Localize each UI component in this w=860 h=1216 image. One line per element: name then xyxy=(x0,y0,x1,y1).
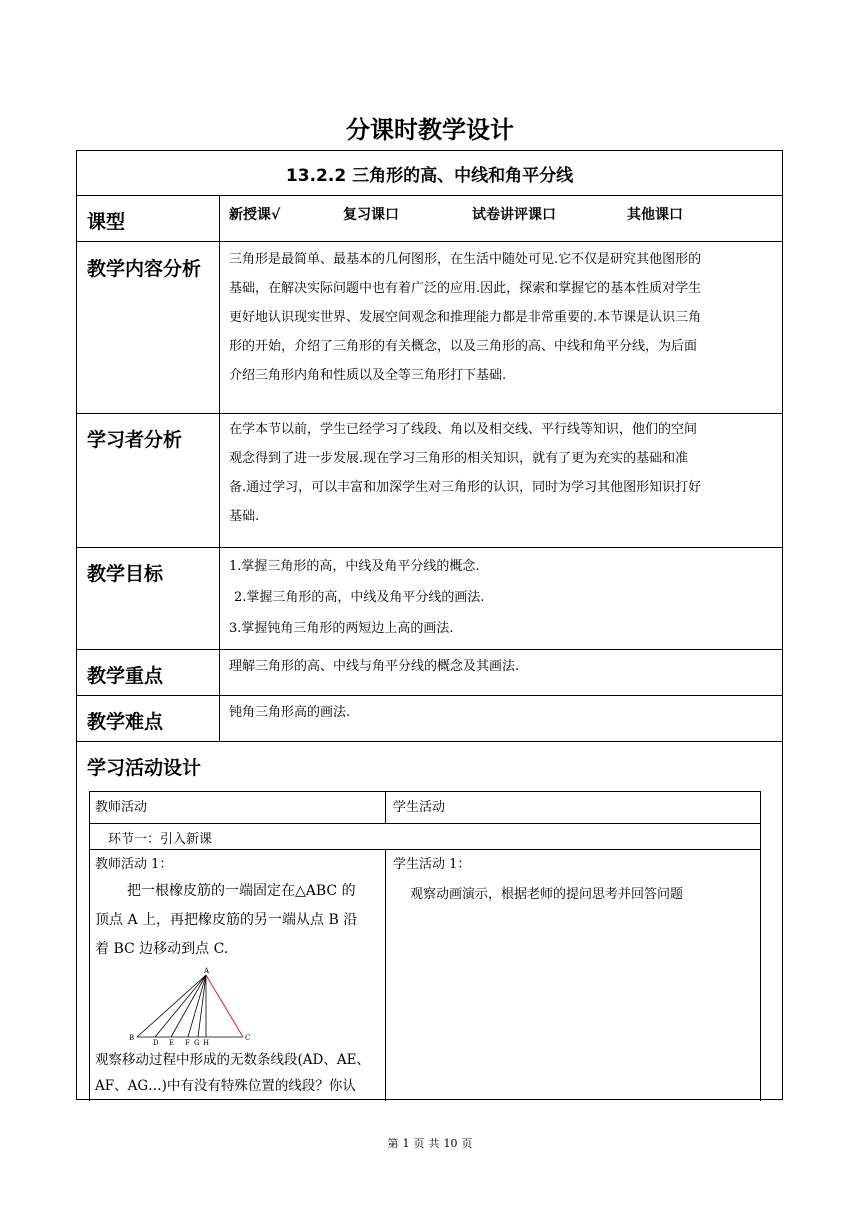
row-divider xyxy=(77,649,782,650)
point-g-label: G xyxy=(194,1039,200,1045)
goal-item: 3.掌握钝角三角形的两短边上高的画法. xyxy=(229,621,454,636)
content-analysis xyxy=(229,245,777,390)
row-divider xyxy=(77,241,782,242)
row-divider xyxy=(90,849,760,850)
content-line: 基础，在解决实际问题中也有着广泛的应用.因此，探索和掌握它的基本性质对学生 xyxy=(229,281,702,296)
point-h-label: H xyxy=(203,1039,210,1045)
footer-text: 第 xyxy=(387,1137,399,1150)
point-c-label: C xyxy=(245,1034,251,1042)
point-d-label: D xyxy=(153,1039,159,1045)
activity-label: 学习活动设计 xyxy=(87,757,202,779)
type-new: 新授课√ xyxy=(229,207,281,223)
teacher-line: 把一根橡皮筋的一端固定在△ABC 的 xyxy=(127,883,356,899)
footer-text: 页 xyxy=(413,1137,425,1150)
page-footer xyxy=(0,1135,860,1151)
current-page: 1 xyxy=(402,1137,410,1150)
row-divider xyxy=(90,791,760,792)
total-pages: 10 xyxy=(443,1137,458,1150)
learner-analysis xyxy=(229,415,777,531)
segment-ag xyxy=(198,975,206,1037)
learner-line: 观念得到了进一步发展.现在学习三角形的相关知识，就有了更为充实的基础和准 xyxy=(229,451,689,466)
difficulty-label: 教学难点 xyxy=(87,711,164,733)
column-divider xyxy=(219,195,220,741)
row-divider xyxy=(90,823,760,824)
learner-label: 学习者分析 xyxy=(87,429,183,451)
point-f-label: F xyxy=(185,1039,190,1045)
type-label: 课型 xyxy=(87,211,126,233)
goals-list xyxy=(229,551,777,644)
triangle-figure xyxy=(125,967,275,1045)
row-divider xyxy=(77,695,782,696)
teacher-activity-title: 教师活动 1： xyxy=(95,857,173,872)
learner-line: 基础. xyxy=(229,509,260,524)
type-review: 复习课口 xyxy=(343,207,399,223)
segment-af xyxy=(188,975,206,1037)
segment-ab xyxy=(137,975,206,1037)
learner-line: 备.通过学习，可以丰富和加深学生对三角形的认识，同时为学习其他图形知识打好 xyxy=(229,480,702,495)
content-label: 教学内容分析 xyxy=(87,258,202,280)
section-title: 环节一：引入新课 xyxy=(108,832,213,847)
point-b-label: B xyxy=(129,1034,135,1042)
segment-ac xyxy=(206,975,243,1037)
footer-text: 页 xyxy=(461,1137,473,1150)
type-exam: 试卷讲评课口 xyxy=(472,207,556,223)
column-divider xyxy=(385,849,386,1101)
teacher-header: 教师活动 xyxy=(95,800,148,815)
goals-label: 教学目标 xyxy=(87,563,164,585)
student-response: 观察动画演示，根据老师的提问思考并回答问题 xyxy=(410,887,684,902)
focus-label: 教学重点 xyxy=(87,665,164,687)
page-title: 分课时教学设计 xyxy=(346,116,514,144)
student-activity-title: 学生活动 1： xyxy=(393,857,471,872)
row-divider xyxy=(77,741,782,742)
column-divider xyxy=(385,791,386,823)
segment-ad xyxy=(155,975,206,1037)
type-other: 其他课口 xyxy=(627,207,683,223)
goal-item: 1.掌握三角形的高，中线及角平分线的概念. xyxy=(229,559,480,574)
question-line: AF、AG…)中有没有特殊位置的线段？你认 xyxy=(95,1078,356,1094)
teacher-question xyxy=(95,1047,381,1099)
teacher-line: 顶点 A 上，再把橡皮筋的另一端从点 B 沿 xyxy=(95,912,358,928)
content-line: 三角形是最简单、最基本的几何图形，在生活中随处可见.它不仅是研究其他图形的 xyxy=(229,252,702,267)
content-line: 介绍三角形内角和性质以及全等三角形打下基础. xyxy=(229,368,507,383)
focus-text: 理解三角形的高、中线与角平分线的概念及其画法. xyxy=(229,659,520,674)
point-a-label: A xyxy=(204,967,210,975)
teacher-instruction xyxy=(95,877,381,964)
content-line: 形的开始，介绍了三角形的有关概念，以及三角形的高、中线和角平分线，为后面 xyxy=(229,339,698,354)
row-divider xyxy=(77,195,782,196)
design-table xyxy=(76,150,783,1100)
point-e-label: E xyxy=(169,1039,175,1045)
row-divider xyxy=(77,547,782,548)
question-line: 观察移动过程中形成的无数条线段(AD、AE、 xyxy=(95,1052,370,1068)
learner-line: 在学本节以前，学生已经学习了线段、角以及相交线、平行线等知识，他们的空间 xyxy=(229,422,698,437)
teacher-line: 着 BC 边移动到点 C. xyxy=(95,941,229,957)
student-header: 学生活动 xyxy=(393,800,446,815)
content-line: 更好地认识现实世界、发展空间观念和推理能力都是非常重要的.本节课是认识三角 xyxy=(229,310,702,325)
activity-table xyxy=(89,791,761,1101)
goal-item: 2.掌握三角形的高，中线及角平分线的画法. xyxy=(234,590,485,605)
row-divider xyxy=(77,413,782,414)
difficulty-text: 钝角三角形高的画法. xyxy=(229,705,351,720)
footer-text: 共 xyxy=(428,1137,440,1150)
segment-ae xyxy=(171,975,206,1037)
lesson-title: 13.2.2 三角形的高、中线和角平分线 xyxy=(285,166,574,186)
